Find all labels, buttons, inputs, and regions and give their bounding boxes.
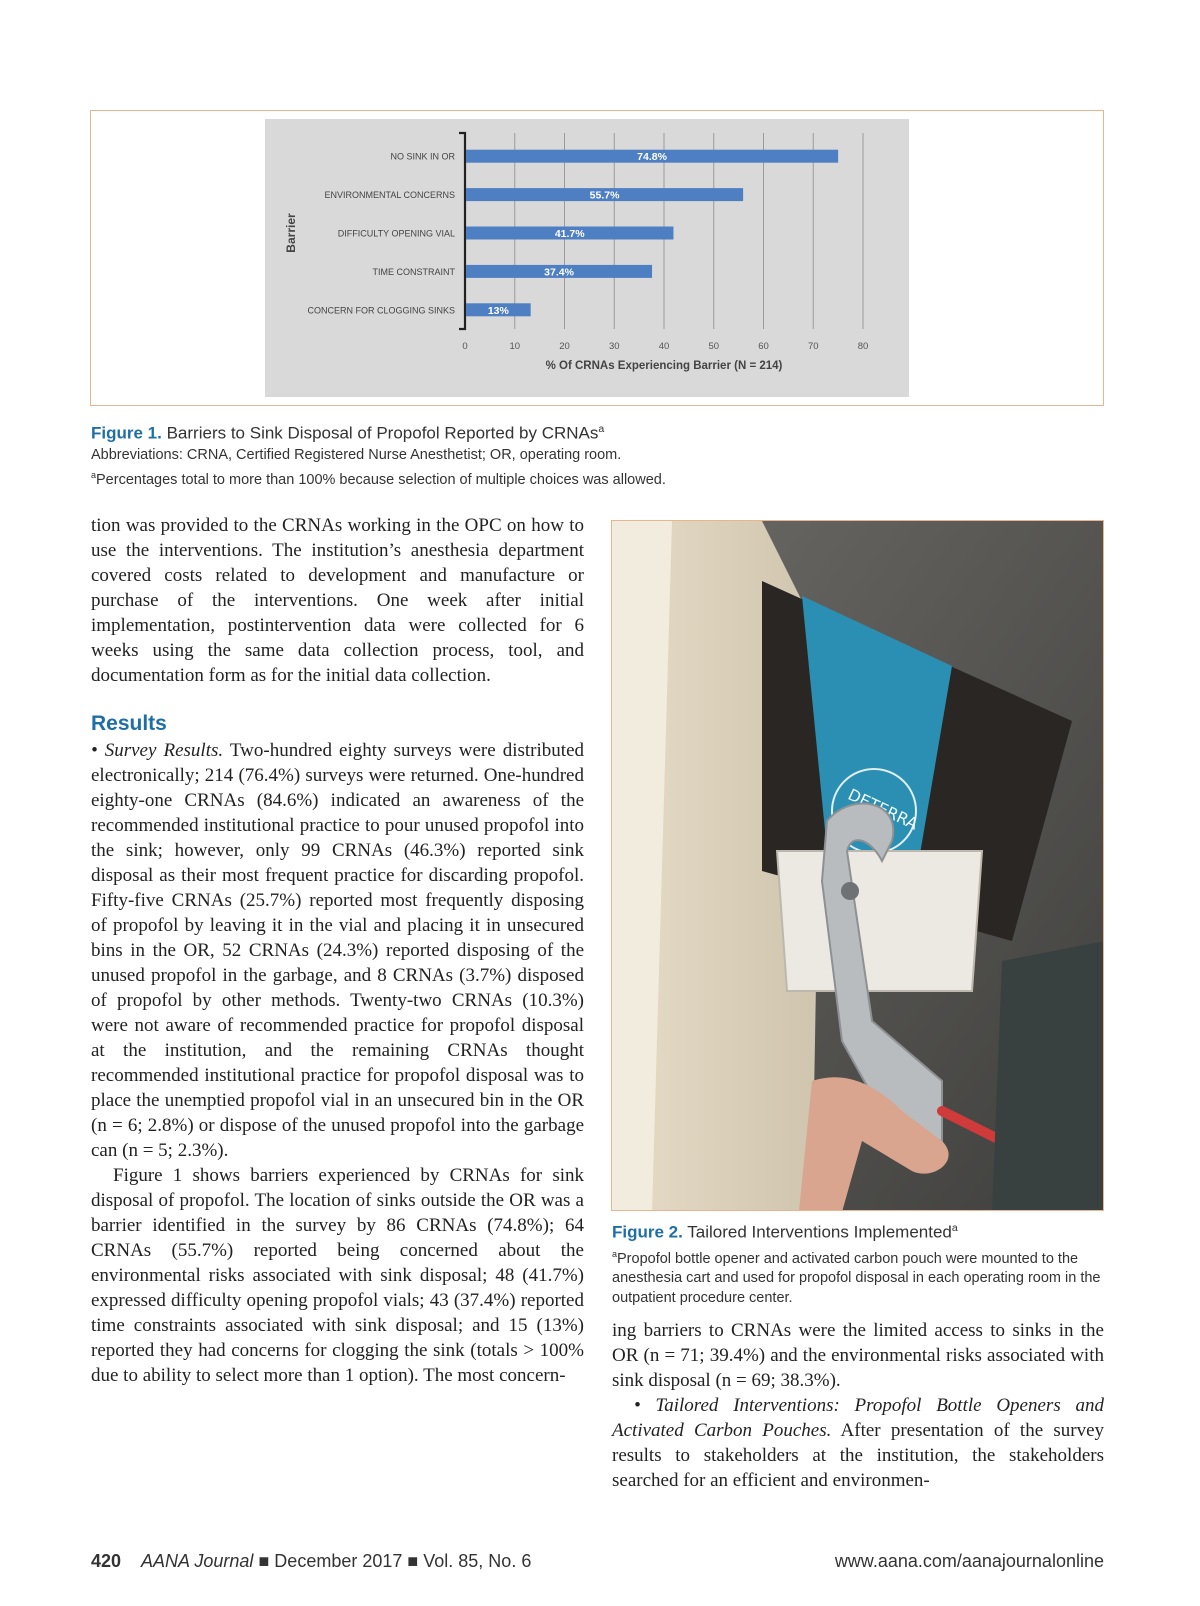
figure-2-label: Figure 2.: [612, 1222, 683, 1242]
figure-1-title-sup: a: [598, 423, 605, 435]
figure-1-caption: [91, 418, 1101, 489]
bar-data-label: 41.7%: [554, 228, 585, 240]
figure-2-title: Tailored Interventions Implemented: [687, 1222, 952, 1242]
figure-1-footnote: Percentages total to more than 100% because selection of multiple choices was allowed.: [96, 471, 666, 488]
paragraph-tailored-interventions: [612, 1393, 1104, 1493]
x-tick-label: 20: [559, 341, 570, 352]
survey-results-text: Two-hundred eighty surveys were distributed electronically; 214 (76.4%) surveys were returned. One-hundred eighty-one CRNAs (84.6%) indicated an awareness of the recommended institutional practice to pour unused propofol into the sink; however, only 99 CRNAs (46.3%) reported sink disposal as their most frequent practice for discarding propofol. Fifty-five CRNAs (25.7%) reported most frequently disposing of propofol by leaving it in the vial and placing it in unsecured bins in the OR, 52 CRNAs (24.3%) reported disposing of the unused propofol in the garbage, and 8 CRNAs (3.7%) disposed of propofol by other methods. Twenty-two CRNAs (10.3%) were not aware of recommended practice for propofol disposal at the institution, and the remaining CRNAs thought recommended institutional practice for propofol disposal was to place the unemptied propofol vial in an unsecured bin in the OR (n = 6; 2.8%) or dispose of the unused propofol into the garbage can (n = 5; 2.3%).: [91, 740, 584, 1161]
figure-1-footnote-marker: a: [91, 469, 96, 480]
tailored-interventions-lead: • Tailored Interventions: Propofol Bottle Openers and Activated Carbon Pouches.: [612, 1395, 1104, 1441]
x-tick-label: 40: [658, 341, 670, 352]
paragraph-intervention-continued: tion was provided to the CRNAs working in the OPC on how to use the interventions. The institution’s anesthesia department covered costs related to development and manufacture or purchase of the interventions. One week after initial implementation, postintervention data were collected for 6 weeks using the same data collection process, tool, and documentation form as for the initial data collection.: [91, 515, 584, 686]
figure-1-abbreviations: Abbreviations: CRNA, Certified Registered Nurse Anesthetist; OR, operating room.: [91, 446, 622, 463]
y-axis-line: [459, 133, 465, 329]
y-category-label: ENVIRONMENTAL CONCERNS: [324, 190, 455, 201]
paragraph-concerning-barriers: ing barriers to CRNAs were the limited access to sinks in the OR (n = 71; 39.4%) and the environmental risks associated with sink disposal (n = 69; 38.3%).: [612, 1320, 1104, 1391]
figure-1-frame: [90, 110, 1104, 406]
figure-1-title: Barriers to Sink Disposal of Propofol Reported by CRNAs: [166, 423, 599, 443]
x-tick-label: 10: [509, 341, 521, 352]
left-column: [91, 513, 584, 1388]
figure-2-title-sup: a: [951, 1222, 958, 1234]
figure-2-photo-illustration: [612, 521, 1104, 1211]
figure-2-caption: [612, 1217, 1104, 1308]
x-tick-label: 50: [708, 341, 720, 352]
figure-1-label: Figure 1.: [91, 423, 162, 443]
bar-data-label: 74.8%: [637, 151, 667, 164]
y-category-label: TIME CONSTRAINT: [372, 266, 455, 277]
x-tick-label: 30: [608, 341, 620, 352]
x-axis-title: % Of CRNAs Experiencing Barrier (N = 214): [545, 360, 783, 372]
survey-results-lead: • Survey Results.: [91, 740, 224, 761]
x-tick-label: 0: [462, 341, 468, 352]
bar-data-label: 37.4%: [544, 266, 574, 279]
paragraph-survey-results: [91, 738, 584, 1163]
tailored-interventions-text: After presentation of the survey results to stakeholders at the institution, the stakeholders searched for an efficient and environmen-: [612, 1420, 1104, 1491]
y-axis-title: Barrier: [284, 213, 298, 253]
paragraph-figure-1-description: Figure 1 shows barriers experienced by CRNAs for sink disposal of propofol. The location of sinks outside the OR was a barrier identified in the survey by 86 CRNAs (74.8%); 64 CRNAs (55.7%) reported being concerned about the environmental risks associated with sink disposal; 48 (41.7%) expressed difficulty opening propofol vials; 43 (37.4%) reported time constraints associated with sink disposal; and 15 (13%) reported they had concerns for clogging the sink (totals > 100% due to ability to select more than 1 option). The most concern-: [91, 1165, 584, 1386]
journal-name: AANA Journal: [141, 1551, 254, 1571]
bar-data-label: 55.7%: [589, 189, 620, 202]
bar-data-label: 13%: [487, 304, 509, 317]
x-tick-label: 60: [758, 341, 769, 352]
right-column: [612, 1318, 1104, 1493]
figure-2-note: Propofol bottle opener and activated carbon pouch were mounted to the anesthesia cart and used for propofol disposal in each operating room in the outpatient procedure center.: [612, 1250, 1101, 1307]
x-tick-label: 70: [807, 341, 819, 352]
page-footer: [91, 1551, 1104, 1577]
x-tick-label: 80: [857, 341, 869, 352]
barrier-bar-chart: [265, 119, 909, 397]
figure-1-chart: [265, 119, 909, 397]
journal-issue: ■ December 2017 ■ Vol. 85, No. 6: [253, 1551, 532, 1571]
y-category-label: CONCERN FOR CLOGGING SINKS: [307, 305, 455, 316]
figure-2-photo: [611, 520, 1104, 1211]
journal-url[interactable]: www.aana.com/aanajournalonline: [834, 1551, 1104, 1571]
y-category-label: DIFFICULTY OPENING VIAL: [337, 228, 455, 239]
y-category-label: NO SINK IN OR: [390, 151, 455, 162]
results-heading: Results: [91, 712, 167, 735]
figure-2-note-marker: a: [612, 1248, 617, 1259]
page-number: 420: [91, 1551, 122, 1571]
